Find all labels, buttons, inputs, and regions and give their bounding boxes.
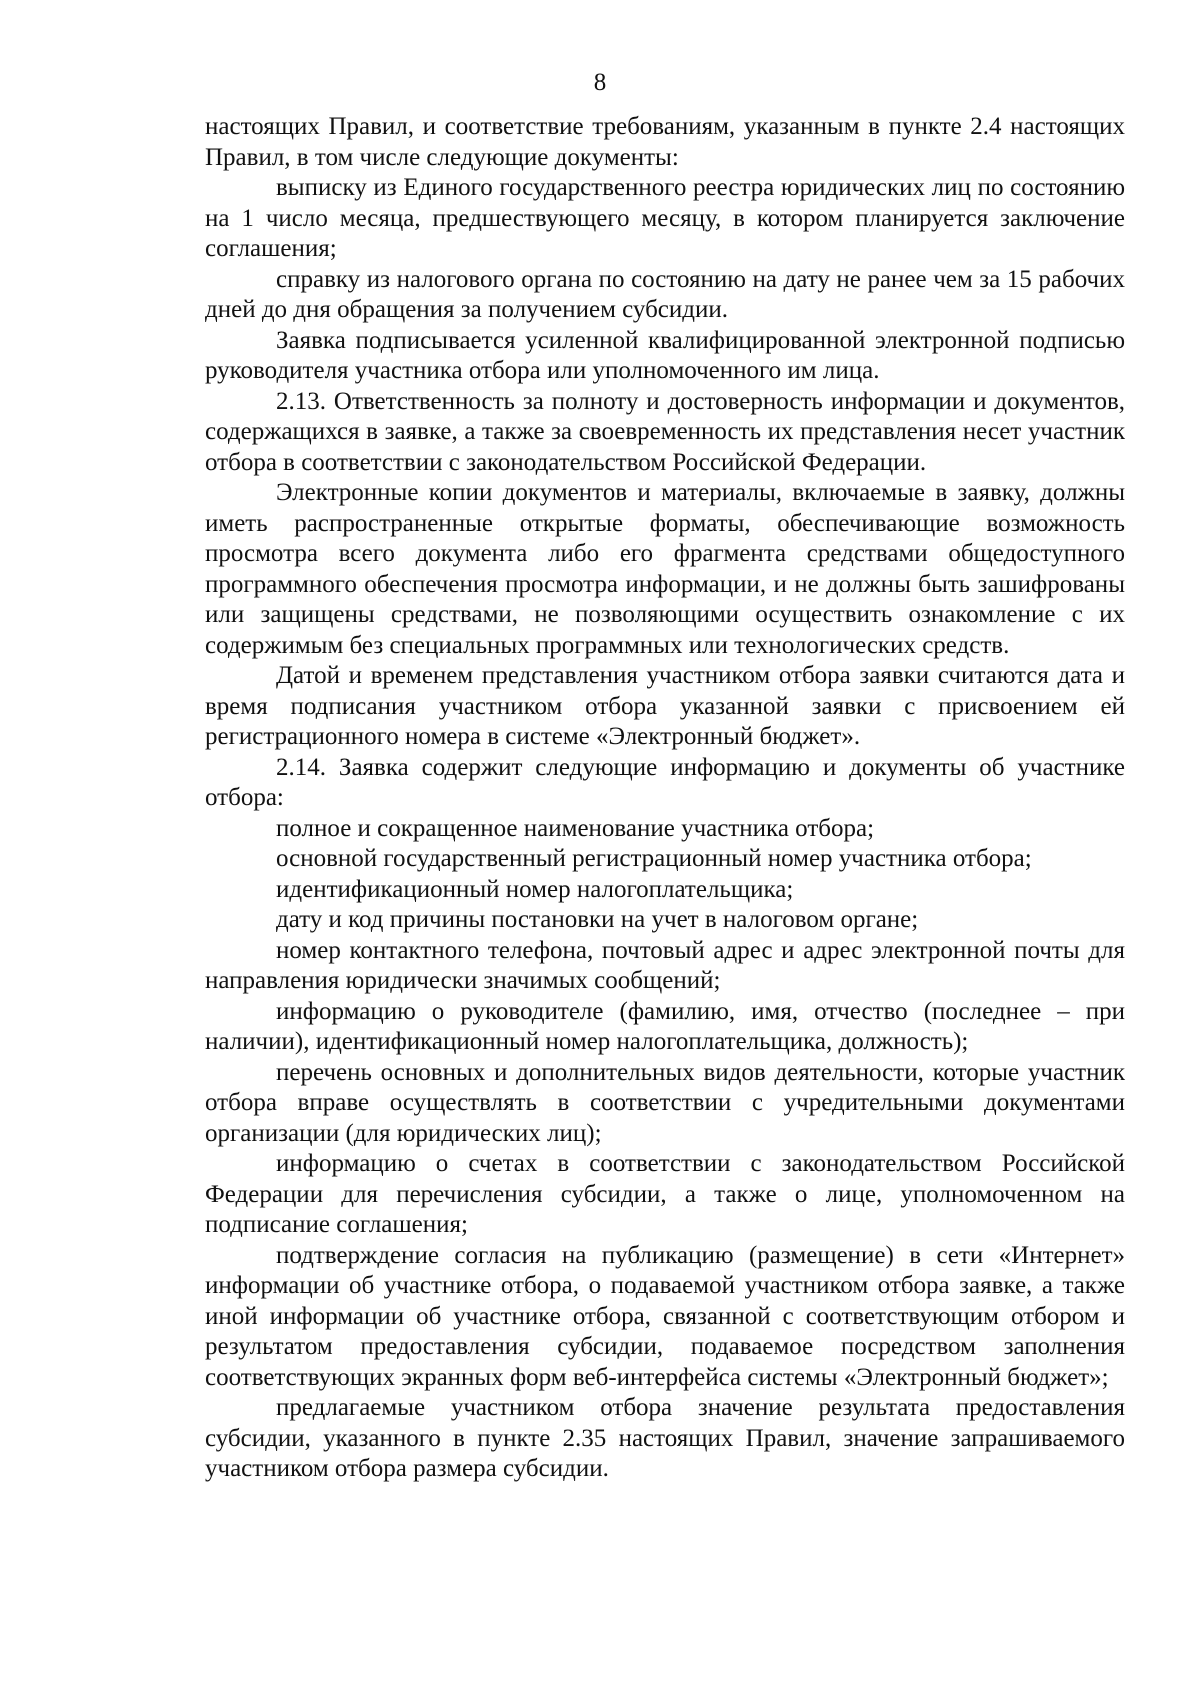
list-item-publication-consent: подтверждение согласия на публикацию (размещение) в сети «Интернет» информации об участнике отбора, о подаваемой участником отбора заявке, а также иной информации об участнике отбора, связанной с соответствующим отбором и результатом предоставления субсидии, подаваемое посредством заполнения соответствующих экранных форм веб-интерфейса системы «Электронный бюджет»; bbox=[205, 1241, 1125, 1391]
paragraph-electronic-copies: Электронные копии документов и материалы, включаемые в заявку, должны иметь распространенные открытые форматы, обеспечивающие возможность просмотра всего документа либо его фрагмента средствами общедоступного программного обеспечения просмотра информации, и не должны быть зашифрованы или защищены средствами, не позволяющими осуществить ознакомление с их содержимым без специальных программных или технологических средств. bbox=[205, 479, 1125, 659]
list-item-accounts: информацию о счетах в соответствии с законодательством Российской Федерации для перечисления субсидии, а также о лице, уполномоченном на подписание соглашения; bbox=[205, 1150, 1125, 1238]
list-item-contacts: номер контактного телефона, почтовый адрес и адрес электронной почты для направления юридически значимых сообщений; bbox=[205, 936, 1125, 994]
paragraph-tax-certificate: справку из налогового органа по состоянию на дату не ранее чем за 15 рабочих дней до дня обращения за получением субсидии. bbox=[205, 265, 1125, 323]
paragraph-continuation: настоящих Правил, и соответствие требованиям, указанным в пункте 2.4 настоящих Правил, в том числе следующие документы: bbox=[205, 113, 1125, 171]
paragraph-2-13: 2.13. Ответственность за полноту и достоверность информации и документов, содержащихся в заявке, а также за своевременность их представления несет участник отбора в соответствии с законодательством Российской Федерации. bbox=[205, 387, 1125, 476]
paragraph-signature: Заявка подписывается усиленной квалифицированной электронной подписью руководителя участника отбора или уполномоченного им лица. bbox=[205, 326, 1125, 384]
list-item-proposed-result: предлагаемые участником отбора значение результата предоставления субсидии, указанного в пункте 2.35 настоящих Правил, значение запрашиваемого участником отбора размера субсидии. bbox=[205, 1394, 1125, 1482]
list-item-kpp: дату и код причины постановки на учет в налоговом органе; bbox=[276, 906, 919, 933]
list-item-name: полное и сокращенное наименование участника отбора; bbox=[276, 814, 875, 842]
paragraph-egrul-extract: выписку из Единого государственного реестра юридических лиц по состоянию на 1 число месяца, предшествующего месяцу, в котором планируется заключение соглашения; bbox=[205, 174, 1125, 262]
paragraph-2-14: 2.14. Заявка содержит следующие информацию и документы об участнике отбора: bbox=[205, 753, 1125, 811]
list-item-activities: перечень основных и дополнительных видов деятельности, которые участник отбора вправе осуществлять в соответствии с учредительными документами организации (для юридических лиц); bbox=[205, 1058, 1125, 1147]
list-item-head-info: информацию о руководителе (фамилию, имя, отчество (последнее – при наличии), идентификационный номер налогоплательщика, должность); bbox=[205, 997, 1125, 1055]
page-number: 8 bbox=[593, 69, 607, 96]
document-body bbox=[205, 112, 1125, 1485]
paragraph-submission-date: Датой и временем представления участником отбора заявки считаются дата и время подписания участником отбора указанной заявки с присвоением ей регистрационного номера в системе «Электронный бюджет». bbox=[205, 662, 1125, 750]
list-item-inn: идентификационный номер налогоплательщика; bbox=[276, 875, 794, 903]
list-item-ogrn: основной государственный регистрационный номер участника отбора; bbox=[276, 845, 1032, 872]
